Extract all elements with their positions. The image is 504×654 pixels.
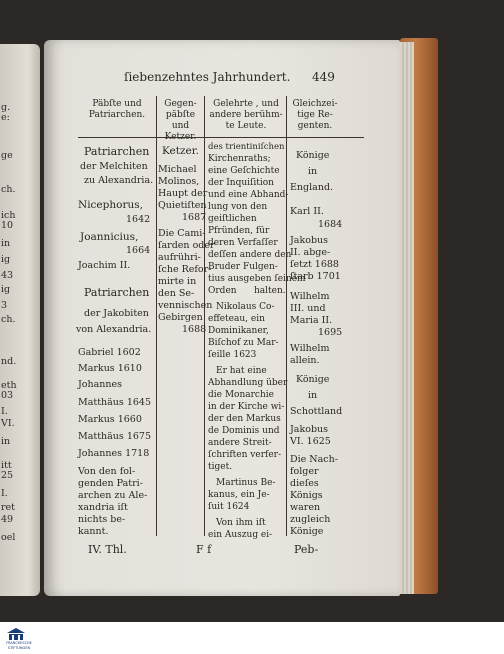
col4-line: in	[308, 166, 318, 177]
footer-bar	[0, 622, 504, 654]
col2-line: 1688	[182, 324, 207, 335]
col1-line: genden Patri-	[78, 478, 143, 489]
header-popes: Päbſte und Patriarchen.	[88, 99, 146, 120]
col3-line: eine Geſchichte	[208, 166, 280, 176]
col1-line: Joannicius,	[80, 231, 139, 243]
col1-line: zu Alexandria.	[84, 175, 154, 186]
library-logo	[3, 626, 32, 652]
left-fragment: g.	[1, 102, 11, 113]
col4-line: ſetzt 1688	[290, 259, 339, 270]
col4-line: III. und	[290, 303, 326, 314]
left-fragment: I.	[1, 488, 8, 499]
left-fragment: itt	[1, 460, 12, 471]
col1-line: xandria iſt	[78, 502, 128, 513]
col1-line: Markus 1610	[78, 363, 142, 374]
col4-line: Wilhelm	[290, 343, 330, 354]
col3-line: des trientiniſchen	[208, 142, 285, 152]
col4-line: Maria II.	[290, 315, 333, 326]
col4-line: in	[308, 390, 318, 401]
col2-line: Michael	[158, 164, 197, 175]
book-page	[44, 40, 400, 596]
col4-line: Wilhelm	[290, 291, 330, 302]
running-head: ſiebenzehntes Jahrhundert.	[124, 70, 291, 84]
col3-line: Dominikaner,	[208, 326, 269, 336]
left-fragment: 43	[1, 270, 14, 281]
col3-line: Martinus Be-	[216, 478, 276, 488]
col1-line: Nicephorus,	[78, 199, 143, 211]
col3-line: de Dominis und	[208, 426, 280, 436]
column-divider	[156, 96, 157, 536]
col3-line-extra: Orden	[208, 286, 237, 296]
col4-line: folger	[290, 466, 319, 477]
col1-line: Joachim II.	[78, 260, 131, 271]
left-fragment: ge	[1, 150, 13, 161]
col1-line: 1642	[126, 214, 151, 225]
col3-line: Nikolaus Co-	[216, 302, 275, 312]
col1-line: von Alexandria.	[76, 324, 152, 335]
left-fragment: in	[1, 436, 11, 447]
col4-line: England.	[290, 182, 334, 193]
col2-line: aufrühri-	[158, 252, 201, 263]
col4-line: Könige	[296, 150, 330, 161]
col4-line: 1684	[318, 219, 343, 230]
col3-line: ein Auszug ei-	[208, 530, 273, 540]
col2-line: Gebirgen	[158, 312, 203, 323]
col3-line: Biſchof zu Mar-	[208, 338, 279, 348]
left-fragment: I.	[1, 406, 8, 417]
left-fragment: VI.	[1, 418, 15, 429]
col3-line: andere Streit-	[208, 438, 272, 448]
col1-line: Gabriel 1602	[78, 347, 141, 358]
left-fragment: eth	[1, 380, 17, 391]
col2-line: Molinos,	[158, 176, 200, 187]
left-fragment: 49	[1, 514, 14, 525]
left-fragment: 10	[1, 220, 14, 231]
col3-line: ſeille 1623	[208, 350, 257, 360]
col3-line: die Monarchie	[208, 390, 274, 400]
col1-line: Patriarchen	[84, 145, 150, 158]
col4-line: Königs	[290, 490, 323, 501]
header-scholars: Gelehrte , und andere berühm-te Leute.	[209, 99, 283, 131]
col1-line: archen zu Ale-	[78, 490, 148, 501]
col3-line: halten.	[254, 286, 286, 296]
col4-line: II. abge-	[290, 247, 331, 258]
left-fragment: ch.	[1, 184, 16, 195]
logo-text-1: FRANCKESCHE	[6, 641, 32, 645]
col3-line: der den Markus	[208, 414, 281, 424]
col4-line: VI. 1625	[290, 436, 331, 447]
logo-text-2: STIFTUNGEN	[7, 646, 31, 650]
left-fragment: ig	[1, 284, 11, 295]
header-rule	[78, 137, 364, 138]
col3-line: Von ihm iſt	[216, 518, 266, 528]
col2-line: mirte in	[158, 276, 197, 287]
left-page-edge	[0, 44, 40, 596]
col3-line: tiget.	[208, 462, 233, 472]
col2-line: ſarden oder	[158, 240, 215, 251]
left-fragment: in	[1, 238, 11, 249]
column-divider	[204, 96, 205, 536]
signature-volume: IV. Thl.	[88, 543, 127, 556]
col1-line: kannt.	[78, 526, 109, 537]
col2-line: vennischen	[158, 300, 213, 311]
col3-line: und eine Abhand-	[208, 190, 289, 200]
col4-line: waren	[290, 502, 321, 513]
building-icon	[3, 627, 29, 641]
col1-line: Johannes	[78, 379, 123, 390]
col4-line: Karl II.	[290, 206, 324, 217]
left-fragment: ch.	[1, 314, 16, 325]
left-fragment: 25	[1, 470, 14, 481]
col4-line: allein.	[290, 355, 320, 366]
col4-line: zugleich	[290, 514, 331, 525]
col4-line: Die Nach-	[290, 454, 338, 465]
col1-line: Von den fol-	[78, 466, 136, 477]
col4-line: ſtarb 1701	[290, 271, 341, 282]
col4-line: Schottland	[290, 406, 343, 417]
col3-line: deſſen andere den	[208, 250, 292, 260]
col3-line: Pfründen, für	[208, 226, 270, 236]
col3-line: Kirchenraths;	[208, 154, 271, 164]
col3-line: lung von den	[208, 202, 268, 212]
left-fragment: 03	[1, 390, 14, 401]
left-fragment: oel	[1, 532, 16, 543]
col1-line: Matthäus 1675	[78, 431, 151, 442]
col4-line: Jakobus	[290, 235, 329, 246]
left-fragment: ret	[1, 502, 15, 513]
signature-mark: F f	[196, 543, 212, 556]
col3-line: in der Kirche wi-	[208, 402, 285, 412]
col3-line: Abhandlung über	[208, 378, 288, 388]
left-fragment: 3	[1, 300, 8, 311]
col1-line: der Jakobiten	[84, 308, 149, 319]
left-fragment: ich	[1, 210, 16, 221]
column-divider	[286, 96, 287, 536]
col1-line: der Melchiten	[80, 161, 148, 172]
left-fragment: e:	[1, 112, 10, 123]
col3-line: ſchriften verfer-	[208, 450, 281, 460]
col3-line: deren Verfaſſer	[208, 238, 278, 248]
col2-line: Ketzer.	[162, 145, 199, 157]
col1-line: Patriarchen	[84, 286, 150, 299]
col4-line: Könige	[296, 374, 330, 385]
page-number: 449	[312, 70, 335, 84]
col1-line: 1664	[126, 245, 151, 256]
col2-line: ſche Refor-	[158, 264, 212, 275]
col2-line: 1687	[182, 212, 207, 223]
col2-line: Die Cami-	[158, 228, 206, 239]
col3-line: Er hat eine	[216, 366, 267, 376]
col3-line: effeteau, ein	[208, 314, 265, 324]
col3-line: geiſtlichen	[208, 214, 257, 224]
col4-line: Jakobus	[290, 424, 329, 435]
col2-line: Haupt der	[158, 188, 208, 199]
catchword: Peb-	[294, 543, 319, 556]
header-antipopes: Gegen-päbſte und Ketzer.	[164, 99, 197, 142]
left-fragment: ig	[1, 254, 11, 265]
left-fragment: nd.	[1, 356, 17, 367]
col1-line: Matthäus 1645	[78, 397, 151, 408]
col4-line: dieſes	[290, 478, 319, 489]
col3-line: Bruder Fulgen-	[208, 262, 278, 272]
col4-line: 1695	[318, 327, 343, 338]
col1-line: Johannes 1718	[78, 448, 150, 459]
col3-line: ſuit 1624	[208, 502, 250, 512]
col3-line: kanus, ein Je-	[208, 490, 270, 500]
col2-line: Quietiſten	[158, 200, 207, 211]
col4-line: Könige	[290, 526, 324, 537]
col1-line: nichts be-	[78, 514, 126, 525]
col3-line: tius ausgeben ſeinem	[208, 274, 306, 284]
col3-line: der Inquiſition	[208, 178, 274, 188]
header-rulers: Gleichzei-tige Re-genten.	[292, 99, 338, 131]
col2-line: den Se-	[158, 288, 195, 299]
col1-line: Markus 1660	[78, 414, 142, 425]
